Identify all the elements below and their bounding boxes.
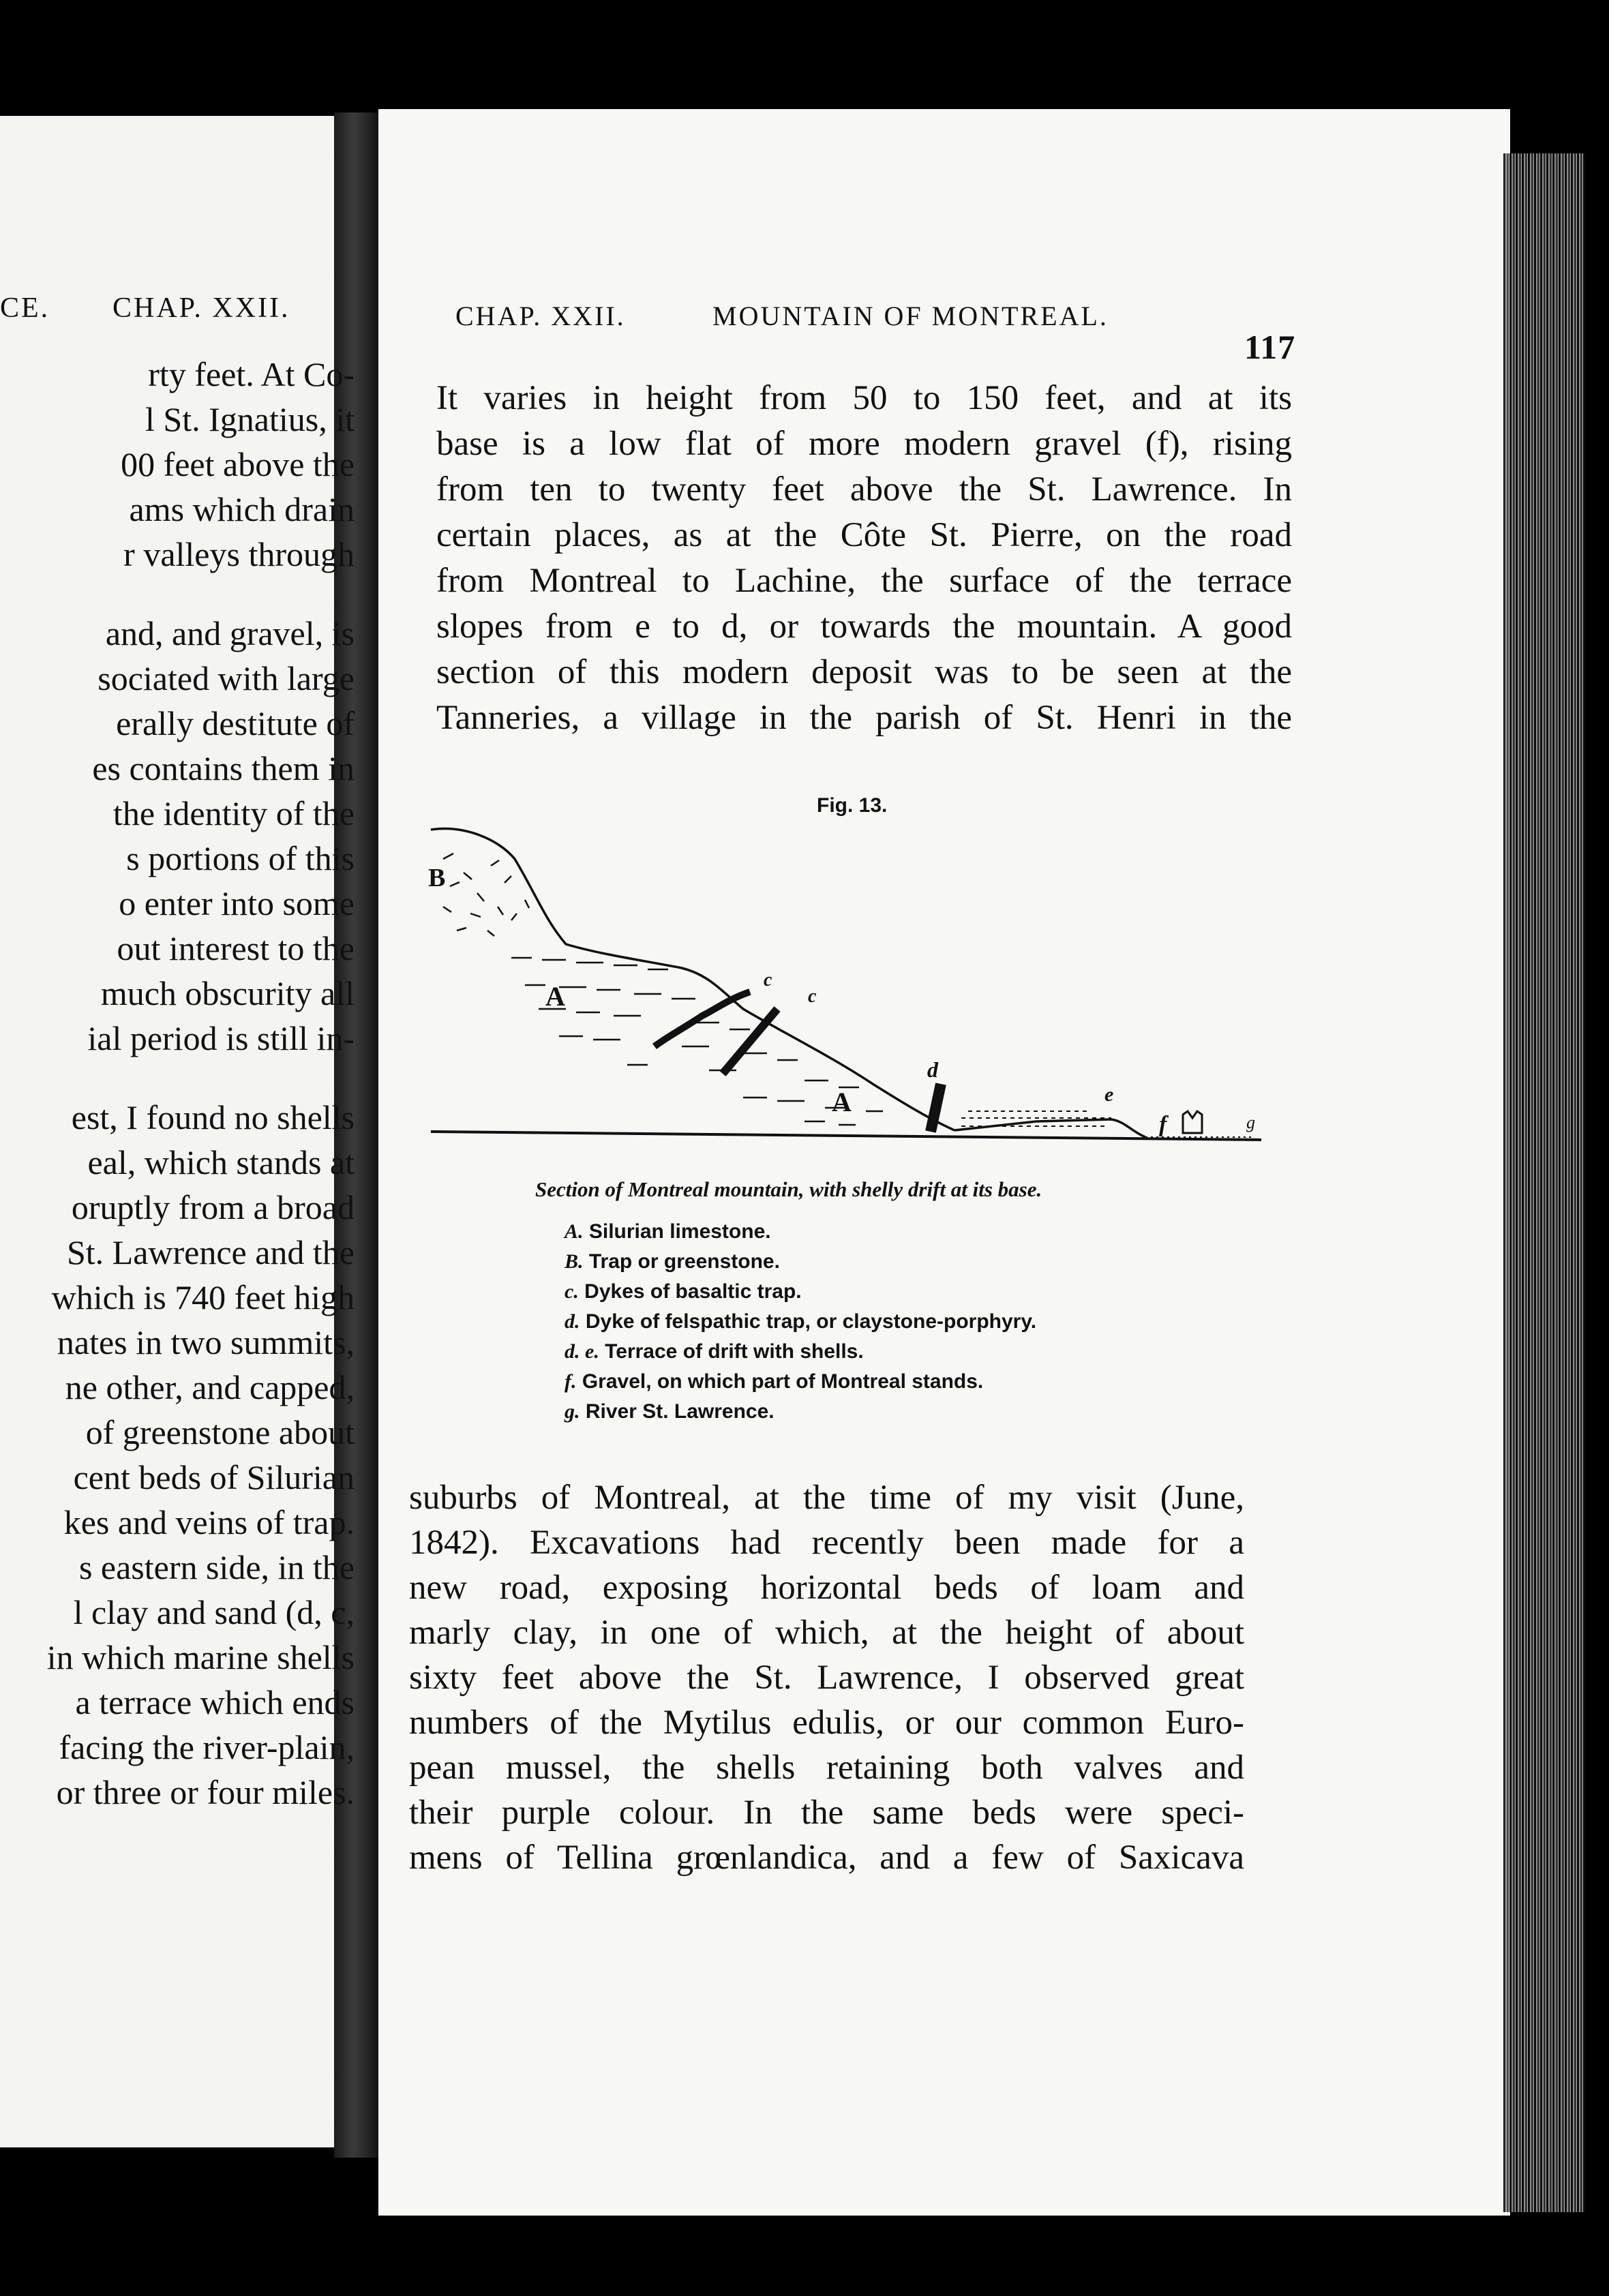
body-line: from Montreal to Lachine, the surface of the terrace xyxy=(436,562,1292,600)
legend-item: c. Dykes of basaltic trap. xyxy=(565,1280,802,1303)
left-page-line: oruptly from a broad xyxy=(71,1188,355,1226)
body-line: mens of Tellina grœnlandica, and a few of Saxicava xyxy=(409,1839,1244,1877)
left-page-line: r valleys through xyxy=(123,535,355,573)
legend-item: g. River St. Lawrence. xyxy=(565,1400,775,1423)
body-line: marly clay, in one of which, at the height of about xyxy=(409,1614,1244,1652)
left-page-line: in which marine shells xyxy=(46,1638,355,1676)
page-edges xyxy=(1503,153,1585,2212)
left-header-fragment: CE. xyxy=(0,292,50,324)
left-page-line: nates in two summits, xyxy=(57,1323,355,1361)
label-B: B xyxy=(428,864,446,892)
left-page-line: ial period is still in- xyxy=(87,1019,355,1057)
left-page-line: est, I found no shells xyxy=(71,1098,355,1136)
left-page-line: a terrace which ends xyxy=(75,1683,355,1721)
left-page-line: or three or four miles. xyxy=(56,1773,355,1811)
legend-item: B. Trap or greenstone. xyxy=(565,1250,780,1273)
label-f: f xyxy=(1159,1112,1167,1137)
left-page-line: s portions of this xyxy=(126,839,355,877)
left-page-line: much obscurity all xyxy=(100,974,355,1012)
label-A-lower: A xyxy=(832,1087,852,1117)
label-c1: c xyxy=(764,969,772,991)
left-page-line: the identity of the xyxy=(112,794,355,832)
body-line: sixty feet above the St. Lawrence, I observed great xyxy=(409,1659,1244,1697)
left-page-line: ams which drain xyxy=(129,490,355,528)
body-line: It varies in height from 50 to 150 feet, and at its xyxy=(436,379,1292,417)
left-page-line: out interest to the xyxy=(117,929,355,967)
legend-item: f. Gravel, on which part of Montreal stands. xyxy=(565,1370,984,1393)
figure-caption: Section of Montreal mountain, with shelly drift at its base. xyxy=(535,1177,1042,1201)
left-page-line: St. Lawrence and the xyxy=(66,1233,355,1271)
label-g: g xyxy=(1246,1113,1255,1132)
left-page-line: and, and gravel, is xyxy=(105,614,355,652)
running-head-title: MOUNTAIN OF MONTREAL. xyxy=(712,301,1109,331)
left-page-line: rty feet. At Co- xyxy=(148,355,355,393)
body-line: numbers of the Mytilus edulis, or our common Euro- xyxy=(409,1704,1244,1742)
body-line: their purple colour. In the same beds were speci- xyxy=(409,1794,1244,1832)
left-page-line: s eastern side, in the xyxy=(78,1548,355,1586)
label-c2: c xyxy=(808,986,817,1007)
body-line: base is a low flat of more modern gravel (f), rising xyxy=(436,425,1292,463)
left-page-line: l St. Ignatius, it xyxy=(145,400,355,438)
left-page-line: es contains them in xyxy=(92,749,355,787)
body-line: slopes from e to d, or towards the mountain. A good xyxy=(436,607,1292,646)
body-line: from ten to twenty feet above the St. Lawrence. In xyxy=(436,470,1292,509)
body-line: suburbs of Montreal, at the time of my visit (June, xyxy=(409,1479,1244,1517)
left-page-line: sociated with large xyxy=(97,659,355,697)
left-page-line: ne other, and capped, xyxy=(65,1368,355,1406)
figure-label: Fig. 13. xyxy=(817,794,888,817)
left-page-line: 00 feet above the xyxy=(121,445,355,483)
left-page-text xyxy=(0,0,382,2296)
legend-item: d. e. Terrace of drift with shells. xyxy=(565,1340,864,1363)
left-page-line: cent beds of Silurian xyxy=(73,1458,355,1496)
body-line: 1842). Excavations had recently been made for a xyxy=(409,1524,1244,1562)
label-A-upper: A xyxy=(545,981,565,1012)
left-page-line: erally destitute of xyxy=(116,704,355,742)
legend-item: A. Silurian limestone. xyxy=(565,1220,771,1243)
body-line: pean mussel, the shells retaining both valves and xyxy=(409,1749,1244,1787)
body-line: section of this modern deposit was to be seen at the xyxy=(436,653,1292,691)
left-page-line: which is 740 feet high xyxy=(51,1278,355,1316)
running-head-chapter: CHAP. XXII. xyxy=(455,301,626,331)
label-e: e xyxy=(1104,1083,1114,1106)
label-d: d xyxy=(927,1057,938,1082)
page-number: 117 xyxy=(1244,328,1296,366)
body-line: new road, exposing horizontal beds of loam and xyxy=(409,1569,1244,1607)
left-header-chapter: CHAP. XXII. xyxy=(112,292,290,324)
body-line: Tanneries, a village in the parish of St. Henri in the xyxy=(436,699,1292,737)
figure-13-section-diagram xyxy=(423,811,1268,1179)
left-page-line: of greenstone about xyxy=(85,1413,355,1451)
left-page-line: l clay and sand (d, c, xyxy=(73,1593,355,1631)
left-page-line: eal, which stands at xyxy=(87,1143,355,1181)
left-page-line: kes and veins of trap. xyxy=(63,1503,355,1541)
left-page-line: facing the river-plain, xyxy=(59,1728,355,1766)
body-line: certain places, as at the Côte St. Pierre, on the road xyxy=(436,516,1292,554)
left-page-line: o enter into some xyxy=(119,884,355,922)
legend-item: d. Dyke of felspathic trap, or claystone-porphyry. xyxy=(565,1310,1037,1333)
